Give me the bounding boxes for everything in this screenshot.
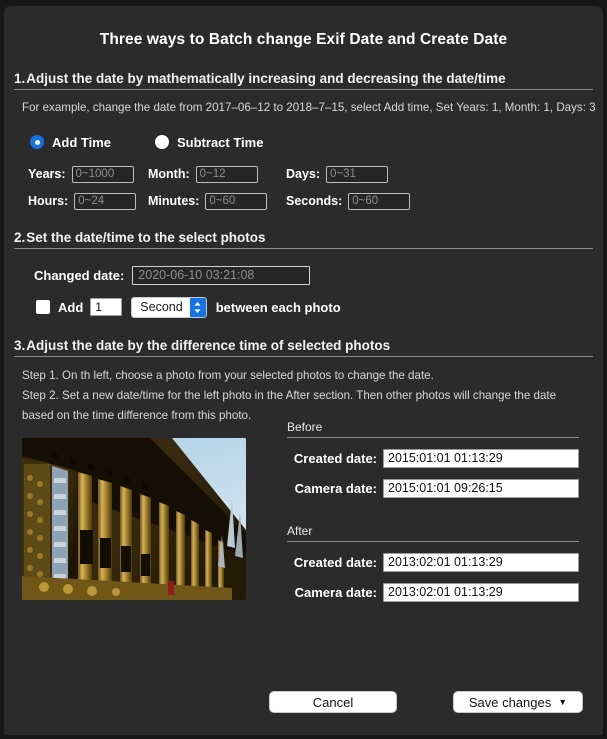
after-camera-date-input[interactable] xyxy=(383,583,579,602)
after-camera-date-label: Camera date: xyxy=(294,584,377,600)
minutes-label: Minutes: xyxy=(148,194,200,209)
hours-input[interactable] xyxy=(74,193,136,210)
section-2-heading xyxy=(14,230,593,249)
before-heading: Before xyxy=(287,420,579,438)
time-amount-grid xyxy=(28,166,603,210)
add-label: Add xyxy=(58,299,84,315)
field-group-seconds xyxy=(286,193,406,210)
selected-photo-thumbnail[interactable] xyxy=(22,438,246,600)
interval-unit-select[interactable] xyxy=(131,297,206,318)
after-created-date-label: Created date: xyxy=(293,554,377,570)
add-interval-checkbox[interactable] xyxy=(36,300,50,314)
changed-date-label: Changed date: xyxy=(34,267,125,283)
hours-label: Hours: xyxy=(28,194,69,209)
after-created-date-input[interactable] xyxy=(383,553,579,572)
section-3-heading xyxy=(14,338,593,357)
interval-trailing-label: between each photo xyxy=(215,299,341,315)
changed-date-input[interactable] xyxy=(132,266,310,285)
radio-subtract-time-label: Subtract Time xyxy=(177,134,264,150)
section-1-number: 1. xyxy=(14,71,26,86)
field-group-hours xyxy=(28,193,148,210)
after-camera-date-row xyxy=(261,583,587,602)
before-created-date-row xyxy=(261,449,587,468)
radio-add-time[interactable] xyxy=(30,135,111,150)
batch-exif-date-dialog xyxy=(4,6,603,735)
section-3-title: Adjust the date by the difference time of selected photos xyxy=(26,337,391,353)
add-interval-row xyxy=(36,297,603,318)
section-1-heading xyxy=(14,71,593,90)
interval-unit-value: Second xyxy=(132,298,189,317)
before-camera-date-input[interactable] xyxy=(383,479,579,498)
radio-unselected-icon xyxy=(155,135,169,149)
section-2-number: 2. xyxy=(14,229,26,245)
radio-selected-icon xyxy=(30,135,44,149)
before-camera-date-row xyxy=(261,479,587,498)
years-label: Years: xyxy=(28,167,66,182)
section-2-title: Set the date/time to the select photos xyxy=(26,229,266,245)
days-input[interactable] xyxy=(326,166,388,183)
month-input[interactable] xyxy=(196,166,258,183)
dialog-title: Three ways to Batch change Exif Date and Create Date xyxy=(99,31,508,48)
month-label: Month: xyxy=(148,167,190,182)
field-group-minutes xyxy=(148,193,286,210)
time-direction-radio-group xyxy=(30,135,603,150)
interval-quantity-input[interactable] xyxy=(90,298,122,316)
radio-subtract-time[interactable] xyxy=(155,135,263,150)
save-changes-button-label: Save changes xyxy=(468,694,552,710)
section-3-step2: Step 2. Set a new date/time for the left photo in the After section. Then other photos will change the date based on the time difference from this photo. xyxy=(22,388,557,422)
after-created-date-row xyxy=(261,553,587,572)
radio-add-time-label: Add Time xyxy=(52,134,111,150)
section-3-step1: Step 1. On th left, choose a photo from your selected photos to change the date. xyxy=(22,368,434,382)
chevron-down-icon: ▼ xyxy=(558,696,568,707)
save-changes-button[interactable] xyxy=(453,691,583,713)
section-1-helper-text: For example, change the date from 2017–06–12 to 2018–7–15, select Add time, Set Years: 1, Month: 1, Days: 3 xyxy=(22,101,596,114)
before-after-fields xyxy=(261,420,587,602)
years-input[interactable] xyxy=(72,166,134,183)
section-1-title: Adjust the date by mathematically increasing and decreasing the date/time xyxy=(26,71,506,86)
changed-date-row xyxy=(34,266,603,285)
seconds-input[interactable] xyxy=(348,193,410,210)
stepper-arrows-icon xyxy=(190,298,206,317)
before-after-compare xyxy=(4,419,603,643)
before-camera-date-label: Camera date: xyxy=(294,480,377,496)
field-group-month xyxy=(148,166,286,183)
temple-photo-image xyxy=(22,438,246,600)
section-3-number: 3. xyxy=(14,337,26,353)
field-group-days xyxy=(286,166,406,183)
field-group-years xyxy=(28,166,148,183)
before-created-date-label: Created date: xyxy=(293,450,377,466)
before-created-date-input[interactable] xyxy=(383,449,579,468)
cancel-button-label: Cancel xyxy=(312,694,354,710)
seconds-label: Seconds: xyxy=(286,194,343,209)
days-label: Days: xyxy=(286,167,321,182)
before-after-spacer xyxy=(261,498,587,524)
minutes-input[interactable] xyxy=(205,193,267,210)
after-heading: After xyxy=(287,524,579,542)
dialog-footer xyxy=(4,691,603,713)
cancel-button[interactable] xyxy=(269,691,397,713)
